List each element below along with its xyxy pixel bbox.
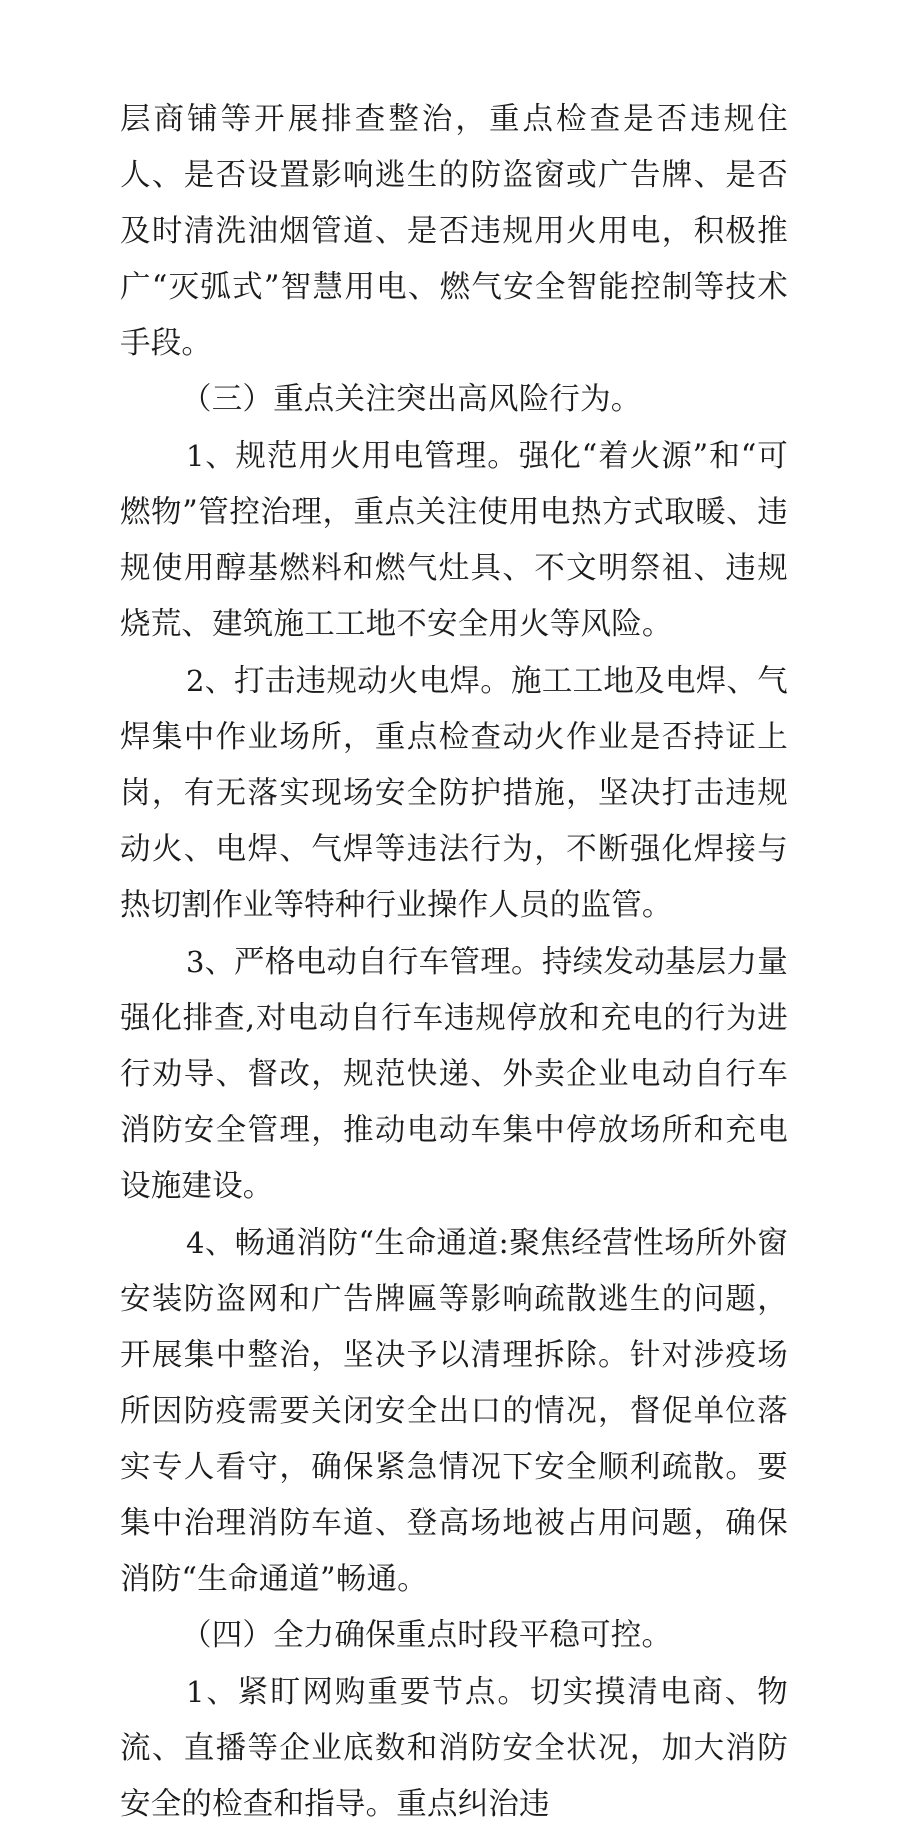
numbered-item-3-3 [120, 934, 788, 1215]
item-number-4-1: 1、 [186, 1675, 238, 1709]
document-text-body [120, 92, 788, 1833]
item-number-3-1: 1、 [186, 439, 236, 473]
item-text-4-1: 紧盯网购重要节点。切实摸清电商、物流、直播等企业底数和消防安全状况，加大消防安全的检查和指导。重点纠治违 [120, 1675, 788, 1822]
numbered-item-3-1 [120, 428, 788, 653]
numbered-item-4-1 [120, 1664, 788, 1833]
numbered-item-3-4 [120, 1215, 788, 1608]
item-text-3-2: 打击违规动火电焊。施工工地及电焊、气焊集中作业场所，重点检查动火作业是否持证上岗，有无落实现场安全防护措施，坚决打击违规动火、电焊、气焊等违法行为，不断强化焊接与热切割作业等特种行业操作人员的监管。 [120, 664, 788, 923]
numbered-item-3-2 [120, 653, 788, 934]
item-number-3-4: 4、 [186, 1226, 235, 1260]
section-heading-four: （四）全力确保重点时段平稳可控。 [181, 1618, 673, 1653]
section-heading-three: （三）重点关注突出高风险行为。 [181, 382, 642, 417]
item-number-3-2: 2、 [186, 664, 235, 698]
item-text-3-3: 严格电动自行车管理。持续发动基层力量强化排查,对电动自行车违规停放和充电的行为进行劝导、督改，规范快递、外卖企业电动自行车消防安全管理，推动电动车集中停放场所和充电设施建设。 [120, 945, 788, 1204]
paragraph-continued: 层商铺等开展排查整治，重点检查是否违规住人、是否设置影响逃生的防盗窗或广告牌、是否及时清洗油烟管道、是否违规用火用电，积极推广“灭弧式”智慧用电、燃气安全智能控制等技术手段。 [120, 102, 788, 361]
item-text-3-4: 畅通消防“生命通道:聚焦经营性场所外窗安装防盗网和广告牌匾等影响疏散逃生的问题，开展集中整治，坚决予以清理拆除。针对涉疫场所因防疫需要关闭安全出口的情况，督促单位落实专人看守，确保紧急情况下安全顺利疏散。要集中治理消防车道、登高场地被占用问题，确保消防“生命通道”畅通。 [120, 1226, 788, 1597]
item-number-3-3: 3、 [186, 945, 235, 979]
item-text-3-1: 规范用火用电管理。强化“着火源”和“可燃物”管控治理，重点关注使用电热方式取暖、违规使用醇基燃料和燃气灶具、不文明祭祖、违规烧荒、建筑施工工地不安全用火等风险。 [120, 439, 789, 642]
